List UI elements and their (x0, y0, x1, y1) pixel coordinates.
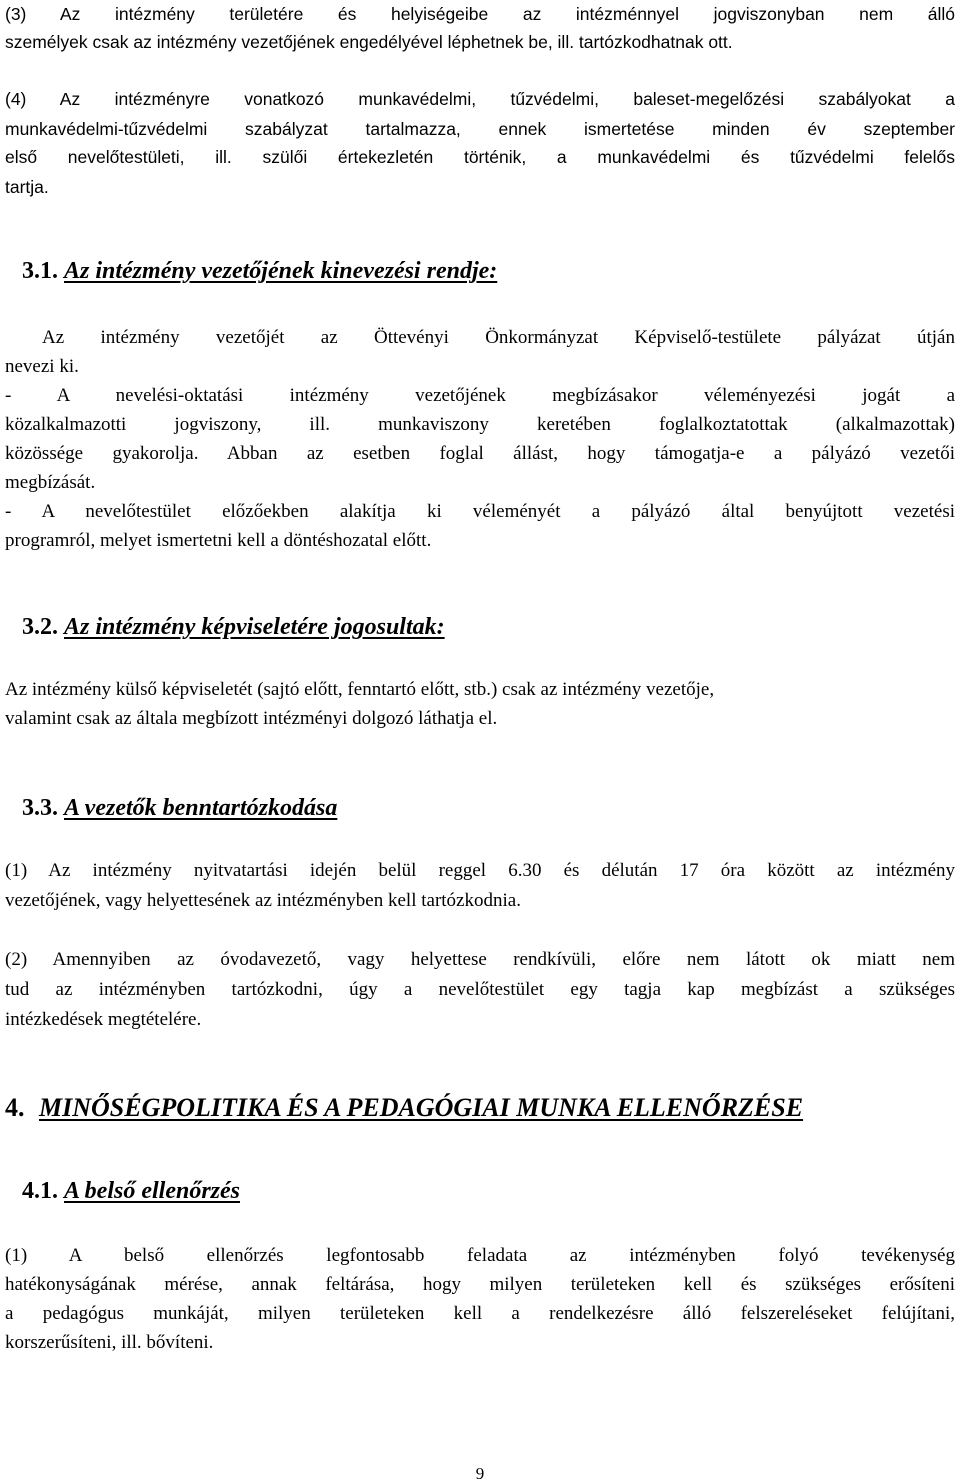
text-line: Az intézmény vezetőjét az Öttevényi Önkormányzat Képviselő-testülete pályázat útján (42, 327, 955, 348)
chapter-title: MINŐSÉGPOLITIKA ÉS A PEDAGÓGIAI MUNKA ELLENŐRZÉSE (39, 1093, 804, 1122)
text-line: programról, melyet ismertetni kell a döntéshozatal előtt. (5, 530, 432, 551)
section-title: Az intézmény képviseletére jogosultak: (64, 614, 445, 640)
text-line: korszerűsíteni, ill. bővíteni. (5, 1332, 214, 1353)
text-line: (4) Az intézményre vonatkozó munkavédelmi, tűzvédelmi, baleset-megelőzési szabályokat a (5, 89, 955, 109)
text-line: (1) A belső ellenőrzés legfontosabb feladata az intézményben folyó tevékenység (5, 1245, 955, 1266)
text-line: megbízását. (5, 472, 96, 493)
text-line: vezetőjének, vagy helyettesének az intézményben kell tartózkodnia. (5, 890, 521, 911)
text-line: első nevelőtestületi, ill. szülői értekezletén történik, a munkavédelmi és tűzvédelmi felelős (5, 147, 955, 167)
text-line: intézkedések megtételére. (5, 1009, 202, 1030)
section-title: A vezetők benntartózkodása (64, 795, 338, 821)
text-line: (2) Amennyiben az óvodavezető, vagy helyettese rendkívüli, előre nem látott ok miatt nem (5, 949, 955, 970)
section-heading-4-1 (22, 1176, 240, 1206)
text-line: közössége gyakorolja. Abban az esetben foglal állást, hogy támogatja-e a pályázó vezetői (5, 443, 955, 464)
text-line: nevezi ki. (5, 356, 79, 377)
text-line: - A nevelési-oktatási intézmény vezetőjének megbízásakor véleményezési jogát a (5, 385, 955, 406)
chapter-heading-4 (5, 1093, 803, 1123)
text-line: személyek csak az intézmény vezetőjének engedélyével léphetnek be, ill. tartózkodhatnak ott. (5, 32, 733, 52)
text-line: munkavédelmi-tűzvédelmi szabályzat tartalmazza, ennek ismertetése minden év szeptember (5, 119, 955, 139)
page-number: 9 (475, 1464, 485, 1483)
section-heading-3-2 (22, 612, 445, 642)
text-line: közalkalmazotti jogviszony, ill. munkaviszony keretében foglalkoztatottak (alkalmazottak) (5, 414, 955, 435)
text-line: tartja. (5, 177, 49, 197)
chapter-number: 4. (5, 1093, 25, 1122)
section-heading-3-3 (22, 793, 337, 823)
section-number: 3.3. (22, 795, 58, 821)
text-line: Az intézmény külső képviseletét (sajtó előtt, fenntartó előtt, stb.) csak az intézmény vezetője, (5, 679, 715, 700)
section-number: 4.1. (22, 1178, 58, 1204)
text-line: tud az intézményben tartózkodni, úgy a nevelőtestület egy tagja kap megbízást a szükséges (5, 979, 955, 1000)
section-number: 3.2. (22, 614, 58, 640)
text-line: - A nevelőtestület előzőekben alakítja ki véleményét a pályázó által benyújtott vezetési (5, 501, 955, 522)
section-heading-3-1 (22, 256, 497, 286)
section-number: 3.1. (22, 258, 58, 284)
section-title: A belső ellenőrzés (64, 1178, 241, 1204)
text-line: (3) Az intézmény területére és helyiségeibe az intézménnyel jogviszonyban nem álló (5, 4, 955, 24)
text-line: (1) Az intézmény nyitvatartási idején belül reggel 6.30 és délután 17 óra között az intézmény (5, 860, 955, 881)
text-line: a pedagógus munkáját, milyen területeken kell a rendelkezésre álló felszereléseket felújítani, (5, 1303, 955, 1324)
text-line: valamint csak az általa megbízott intézményi dolgozó láthatja el. (5, 708, 498, 729)
text-line: hatékonyságának mérése, annak feltárása, hogy milyen területeken kell és szükséges erősíteni (5, 1274, 955, 1295)
section-title: Az intézmény vezetőjének kinevezési rendje: (64, 258, 498, 284)
